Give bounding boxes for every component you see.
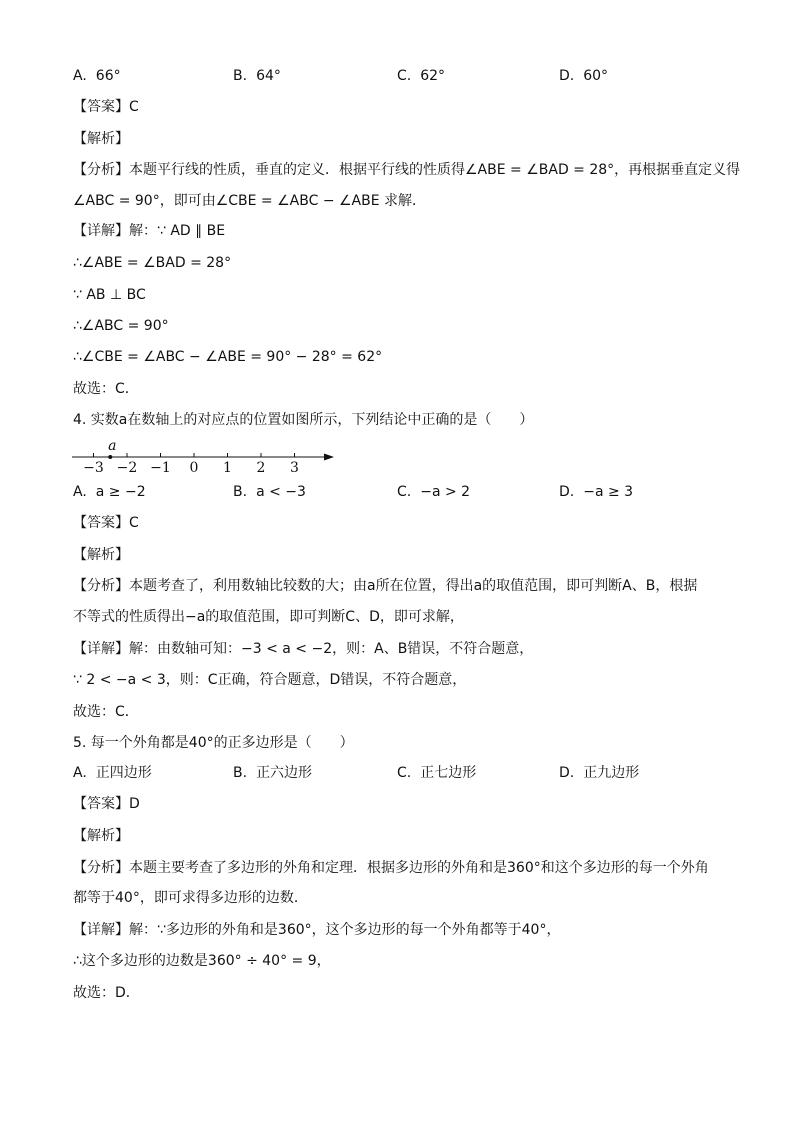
q5-option-d: D. 正九边形 — [559, 765, 640, 781]
q3-detail-line-3: ∵ AB ⊥ BC — [73, 287, 146, 303]
number-line-point-a — [108, 455, 112, 459]
q4-answer: 【答案】C — [73, 515, 139, 531]
q4-analysis-heading: 【解析】 — [73, 547, 129, 563]
q5-option-b: B. 正六边形 — [233, 765, 313, 781]
number-line-tick-label: −1 — [150, 460, 171, 474]
number-line-arrow-icon — [324, 454, 334, 461]
q5-detail-line-1: 【详解】解：∵多边形的外角和是360°，这个多边形的每一个外角都等于40°， — [73, 922, 561, 938]
q5-fenxi-line-2: 都等于40°，即可求得多边形的边数． — [73, 890, 308, 906]
q3-option-d: D. 60° — [559, 68, 609, 84]
q3-analysis-heading: 【解析】 — [73, 131, 129, 147]
q5-analysis-heading: 【解析】 — [73, 828, 129, 844]
q3-option-a: A. 66° — [73, 68, 121, 84]
number-line-tick-label: 3 — [290, 460, 299, 474]
q5-option-a: A. 正四边形 — [73, 765, 152, 781]
number-line-tick-label: 2 — [256, 460, 266, 474]
q3-answer: 【答案】C — [73, 99, 139, 115]
q3-fenxi-line-1: 【分析】本题平行线的性质，垂直的定义．根据平行线的性质得∠ABE = ∠BAD = 28°，再根据垂直定义得 — [73, 162, 741, 178]
number-line-tick-label: −2 — [116, 460, 138, 474]
number-line — [70, 438, 340, 474]
q3-detail-line-5: ∴∠CBE = ∠ABC − ∠ABE = 90° − 28° = 62° — [73, 349, 383, 365]
q3-option-b: B. 64° — [233, 68, 281, 84]
q4-option-d: D. −a ≥ 3 — [559, 484, 634, 500]
q4-fenxi-line-2: 不等式的性质得出−a的取值范围，即可判断C、D，即可求解， — [73, 609, 464, 625]
q4-option-b: B. a < −3 — [233, 484, 306, 500]
q3-conclusion: 故选：C． — [73, 381, 139, 397]
q5-answer: 【答案】D — [73, 796, 140, 812]
q4-option-a: A. a ≥ −2 — [73, 484, 146, 500]
q5-option-c: C. 正七边形 — [397, 765, 477, 781]
q5-detail-line-2: ∴这个多边形的边数是360° ÷ 40° = 9， — [73, 953, 331, 969]
q3-option-c: C. 62° — [397, 68, 446, 84]
number-line-tick-label: −3 — [83, 460, 104, 474]
q3-detail-line-1: 【详解】解：∵ AD ∥ BE — [73, 223, 226, 239]
q4-conclusion: 故选：C． — [73, 704, 139, 720]
q4-option-c: C. −a > 2 — [397, 484, 471, 500]
q5-stem: 5. 每一个外角都是40°的正多边形是（ ） — [73, 735, 354, 751]
q3-detail-line-2: ∴∠ABE = ∠BAD = 28° — [73, 255, 232, 271]
number-line-ticks — [83, 453, 299, 474]
q5-fenxi-line-1: 【分析】本题主要考查了多边形的外角和定理．根据多边形的外角和是360°和这个多边形的每一个外角 — [73, 860, 709, 876]
q3-fenxi-line-2: ∠ABC = 90°，即可由∠CBE = ∠ABC − ∠ABE 求解． — [73, 193, 427, 209]
q4-detail-line-1: 【详解】解：由数轴可知：−3 < a < −2，则：A、B错误，不符合题意， — [73, 641, 534, 657]
q4-fenxi-line-1: 【分析】本题考查了，利用数轴比较数的大；由a所在位置，得出a的取值范围，即可判断A、B，根据 — [73, 578, 698, 594]
q5-conclusion: 故选：D． — [73, 985, 140, 1001]
number-line-point-label: a — [108, 438, 117, 454]
q4-stem: 4. 实数a在数轴上的对应点的位置如图所示，下列结论中正确的是（ ） — [73, 412, 534, 428]
q4-detail-line-2: ∵ 2 < −a < 3，则：C正确，符合题意，D错误，不符合题意， — [73, 672, 467, 688]
number-line-tick-label: 0 — [189, 460, 199, 474]
q3-detail-line-4: ∴∠ABC = 90° — [73, 318, 169, 334]
number-line-tick-label: 1 — [223, 460, 232, 474]
